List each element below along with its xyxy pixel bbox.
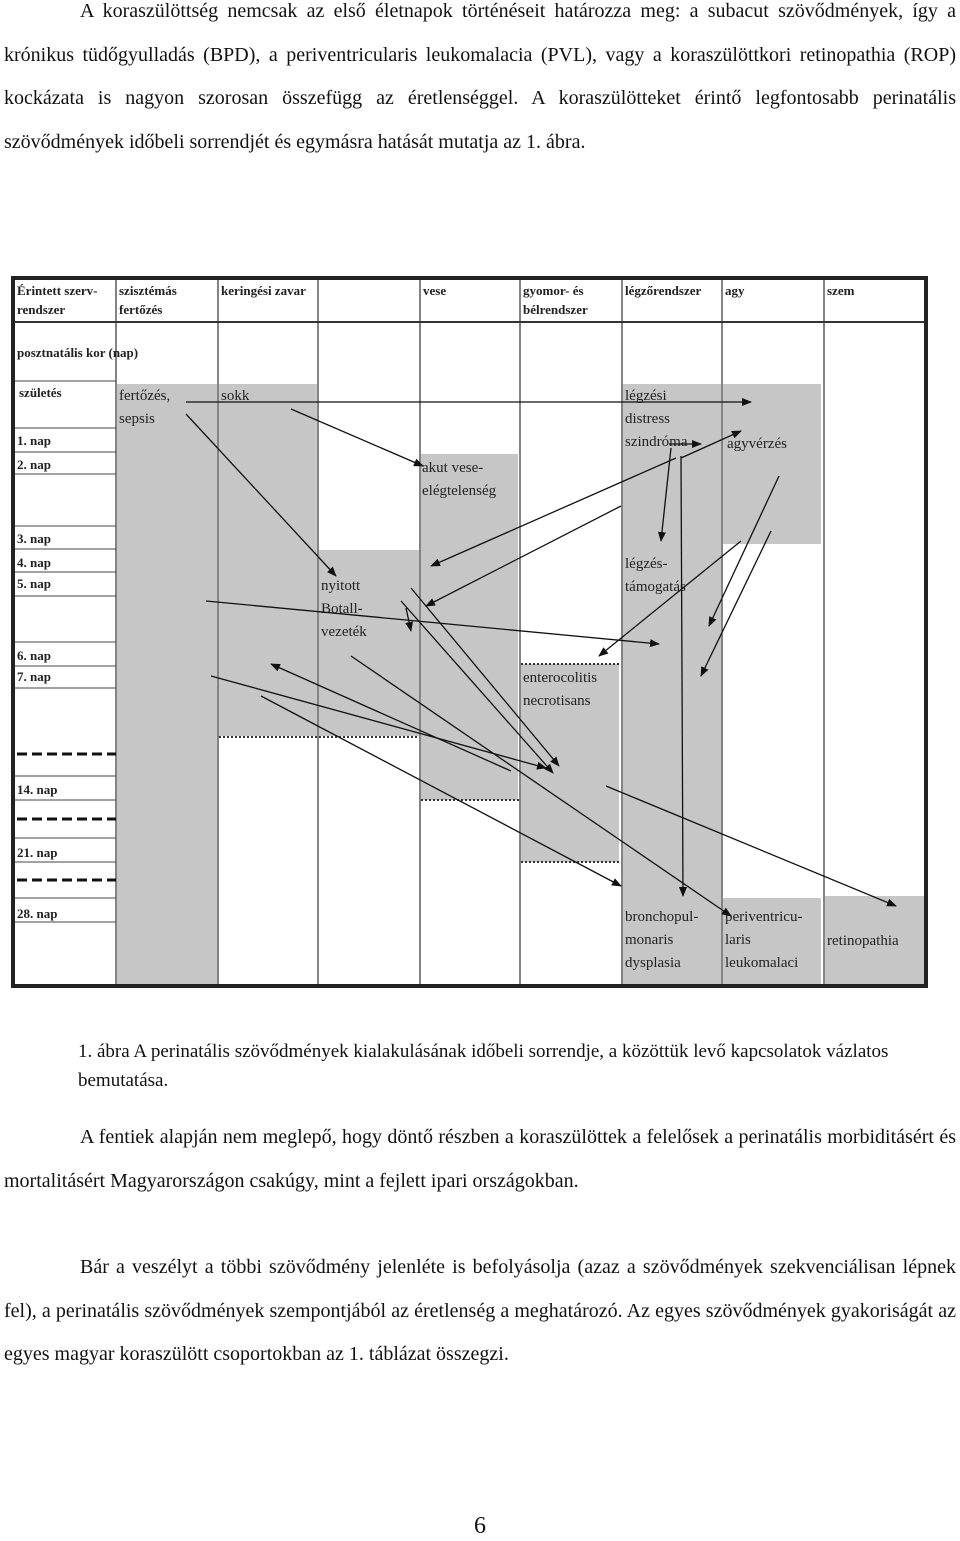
ev-bpd-l2: monaris: [625, 932, 674, 948]
header-col2: keringési zavar: [221, 283, 306, 298]
ev-pda-l2: Botall-: [321, 601, 363, 617]
ev-arf-l2: elégtelenség: [422, 483, 497, 499]
header-col1-l1: szisztémás: [119, 283, 177, 298]
figure-caption: 1. ábra A perinatális szövődmények kialakulásának időbeli sorrendje, a közöttük levő kapcsolatok vázlatos bemutatása.: [78, 1041, 889, 1091]
ev-bpd-l3: dysplasia: [625, 955, 681, 971]
header-col3: vese: [423, 283, 447, 298]
ev-vent-l1: légzés-: [625, 556, 668, 572]
ev-rds-l2: distress: [625, 411, 670, 427]
tl-d3: 3. nap: [17, 531, 51, 546]
tl-d6: 6. nap: [17, 648, 51, 663]
ev-bpd-l1: bronchopul-: [625, 909, 699, 925]
ev-shock: sokk: [221, 388, 250, 404]
header-col4-l1: gyomor- és: [523, 283, 584, 298]
header-col5: légzőrendszer: [625, 283, 702, 298]
ev-pda-l1: nyitott: [321, 578, 361, 594]
ev-pvl-l2: laris: [725, 932, 751, 948]
page-number: 6: [474, 1513, 486, 1539]
header-col4-l2: bélrendszer: [523, 302, 588, 317]
tl-birth: születés: [19, 385, 62, 400]
ev-sepsis-l1: fertőzés,: [119, 388, 171, 404]
ev-rds-l3: szindróma: [625, 434, 688, 450]
ev-pda-l3: vezeték: [321, 624, 367, 640]
tl-d1: 1. nap: [17, 433, 51, 448]
tl-d5: 5. nap: [17, 576, 51, 591]
tl-d14: 14. nap: [17, 782, 58, 797]
header-col1-l2: fertőzés: [119, 302, 163, 317]
header-col6: agy: [725, 283, 745, 298]
shock-block: [219, 384, 317, 736]
header-col0-l2: rendszer: [17, 302, 66, 317]
paragraph-2: A fentiek alapján nem meglepő, hogy döntő részben a koraszülöttek a felelősek a perinatális morbiditásért és mortalitásért Magyarországon csakúgy, mint a fejlett ipari országokban.: [4, 1126, 956, 1192]
ev-nec-l1: enterocolitis: [523, 670, 598, 686]
ev-ivh: agyvérzés: [727, 436, 787, 452]
tl-d4: 4. nap: [17, 555, 51, 570]
tl-d21: 21. nap: [17, 845, 58, 860]
paragraph-3: Bár a veszélyt a többi szövődmény jelenléte is befolyásolja (azaz a szövődmények szekvenciálisan lépnek fel), a perinatális szövődmények szempontjából az éretlenség a meghatározó. Az egyes szövődmények gyakoriságát az egyes magyar koraszülött csoportokban az 1. táblázat összegzi.: [4, 1256, 956, 1365]
respiratory-block: [623, 384, 721, 984]
sepsis-block: [117, 384, 217, 984]
ev-pvl-l3: leukomalaci: [725, 955, 799, 971]
ev-arf-l1: akut vese-: [422, 460, 484, 476]
ev-rds-l1: légzési: [625, 388, 667, 404]
ev-vent-l2: támogatás: [625, 579, 686, 595]
tl-d28: 28. nap: [17, 906, 58, 921]
header-col7: szem: [827, 283, 855, 298]
complications-timeline-figure: [11, 276, 928, 988]
ivh-block: [723, 384, 821, 544]
age-axis-title: posztnatális kor (nap): [17, 345, 139, 360]
tl-d2: 2. nap: [17, 457, 51, 472]
tl-d7: 7. nap: [17, 669, 51, 684]
ev-pvl-l1: periventricu-: [725, 909, 803, 925]
header-col0-l1: Érintett szerv-: [17, 283, 98, 298]
ev-sepsis-l2: sepsis: [119, 411, 155, 427]
ev-rop: retinopathia: [827, 933, 899, 949]
ev-nec-l2: necrotisans: [523, 693, 591, 709]
arf-block: [421, 454, 518, 800]
intro-paragraph: A koraszülöttség nemcsak az első életnapok történéseit határozza meg: a subacut szövődmények, így a krónikus tüdőgyulladás (BPD), a periventricularis leukomalacia (PVL), vagy a koraszülöttkori retinopathia (ROP) kockázata is nagyon szorosan összefügg az éretlenséggel. A koraszülötteket érintő legfontosabb perinatális szövődmények időbeli sorrendjét és egymásra hatását mutatja az 1. ábra.: [4, 0, 956, 153]
